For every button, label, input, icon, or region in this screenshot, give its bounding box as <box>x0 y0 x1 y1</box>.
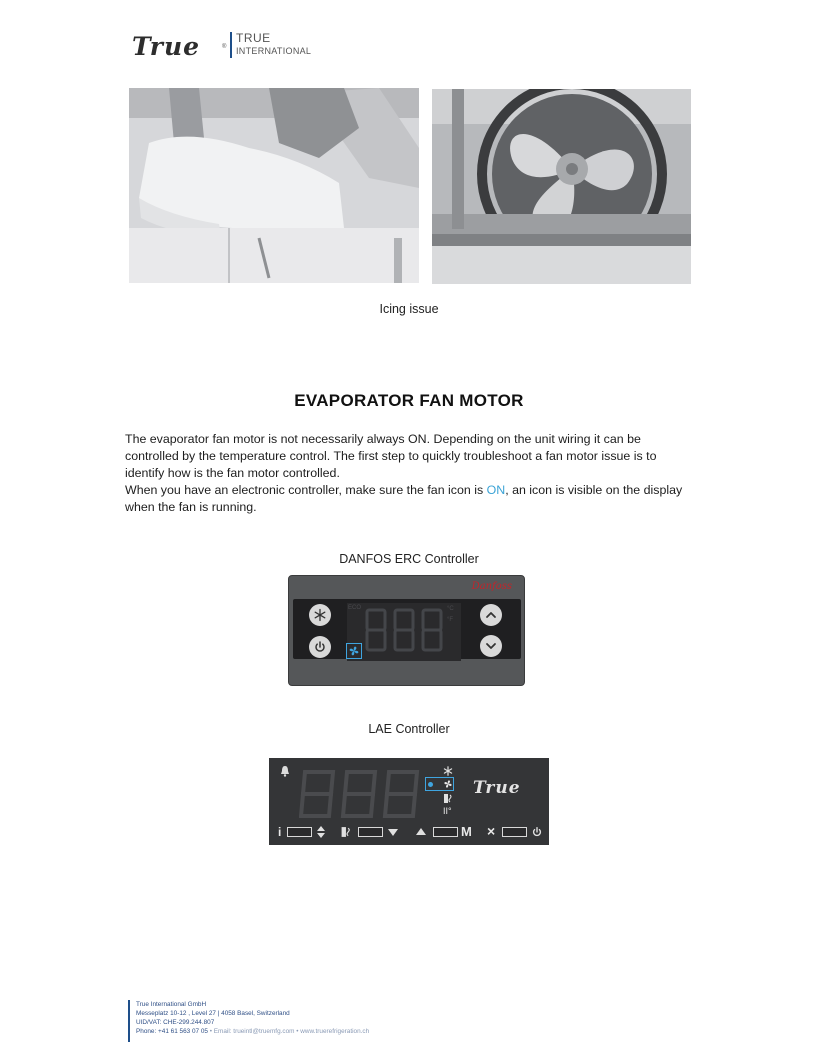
triangle-up-icon <box>415 827 427 836</box>
defrost-icon <box>340 826 353 838</box>
defrost-icon <box>443 793 454 804</box>
lae-brand: True <box>473 778 521 798</box>
x-label: × <box>487 823 496 839</box>
section-body <box>125 431 695 516</box>
company-logo <box>130 28 310 62</box>
fahrenheit-indicator: °F <box>447 617 454 623</box>
danfoss-controller <box>288 575 525 686</box>
fan-indicator <box>346 643 362 659</box>
paragraph-2-end: , an icon is visible on the display when the fan is running. <box>125 483 683 514</box>
lae-controller <box>269 758 549 845</box>
photo-caption: Icing issue <box>379 302 439 316</box>
footer-divider <box>128 1000 130 1042</box>
lae-seven-segment-digits <box>299 766 424 824</box>
footer-email-web: • Email: trueintl@truemfg.com • www.truerefrigeration.ch <box>207 1028 370 1035</box>
alarm-bell-icon <box>279 765 291 777</box>
logo-subtitle: INTERNATIONAL <box>236 46 312 56</box>
up-button[interactable] <box>480 604 502 626</box>
triangle-down-icon <box>387 828 399 837</box>
info-button[interactable] <box>287 827 312 837</box>
celsius-indicator: °C <box>447 606 454 612</box>
up-m-button[interactable] <box>433 827 458 837</box>
ii-label: II° <box>443 806 452 816</box>
danfoss-caption: DANFOS ERC Controller <box>339 552 479 566</box>
defrost-button[interactable] <box>309 604 331 626</box>
danfoss-brand: Danfoss <box>471 581 512 592</box>
fan-icon <box>348 645 360 657</box>
footer-contact-line <box>136 1028 369 1035</box>
down-button[interactable] <box>480 635 502 657</box>
footer-phone: Phone: +41 61 563 07 05 <box>136 1028 208 1035</box>
info-label: i <box>278 825 282 839</box>
lae-caption: LAE Controller <box>368 722 450 736</box>
power-icon <box>313 640 327 654</box>
fan-icon <box>443 779 453 789</box>
chevron-down-icon <box>484 639 498 653</box>
power-x-button[interactable] <box>502 827 527 837</box>
danfoss-display <box>347 603 461 661</box>
m-label: M <box>461 824 472 839</box>
footer-vat: UID/VAT: CHE-299.244.807 <box>136 1019 215 1026</box>
snowflake-icon <box>313 608 327 622</box>
power-icon <box>531 826 543 838</box>
icing-photo-left <box>129 88 419 283</box>
icing-photo-right <box>432 89 691 284</box>
footer-address: Messeplatz 10-12 , Level 27 | 4058 Basel, Switzerland <box>136 1010 290 1017</box>
logo-divider <box>230 32 232 58</box>
page-footer <box>128 1000 528 1042</box>
footer-company: True International GmbH <box>136 1001 207 1008</box>
on-highlight: ON <box>486 483 506 497</box>
eco-indicator: ECO <box>348 605 362 611</box>
logo-registered-mark: ® <box>222 44 227 50</box>
snowflake-icon <box>443 766 453 776</box>
paragraph-2 <box>125 482 695 516</box>
paragraph-2-start: When you have an electronic controller, make sure the fan icon is <box>125 483 487 497</box>
up-down-arrow-icon <box>316 825 326 839</box>
section-title: EVAPORATOR FAN MOTOR <box>294 391 524 410</box>
chevron-up-icon <box>484 608 498 622</box>
logo-word: TRUE <box>236 31 271 45</box>
logo-script-text: True <box>132 32 201 61</box>
paragraph-1: The evaporator fan motor is not necessarily always ON. Depending on the unit wiring it can be controlled by the temperature control. The first step to quickly troubleshoot a fan motor issue is to identify how is the fan motor controlled. <box>125 432 657 480</box>
power-button[interactable] <box>309 636 331 658</box>
seven-segment-digits <box>363 606 447 656</box>
defrost-down-button[interactable] <box>358 827 383 837</box>
